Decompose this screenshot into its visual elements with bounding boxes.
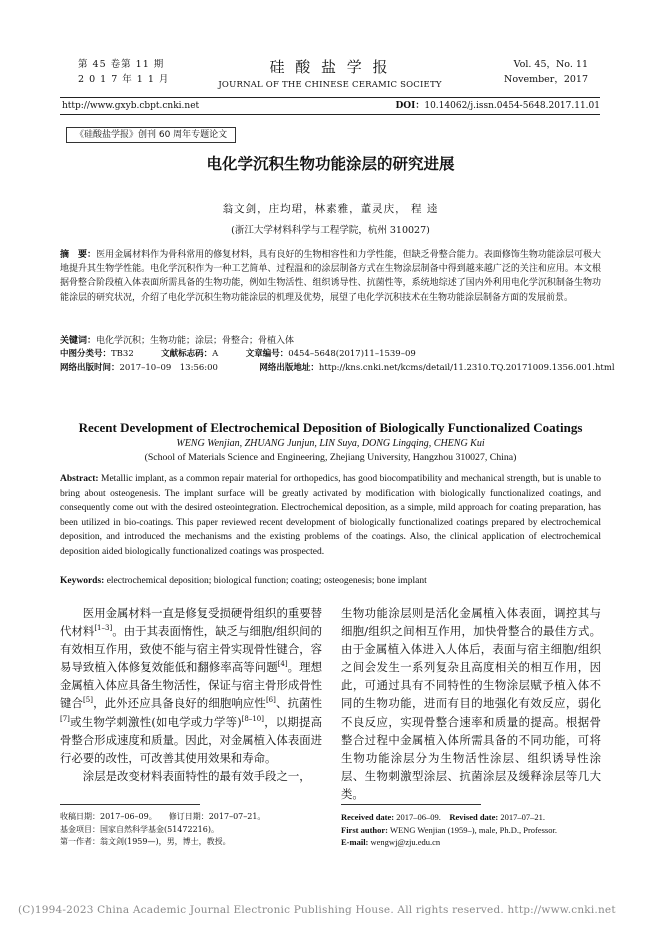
body-text: 、抗菌性 bbox=[275, 696, 322, 711]
footnote-email-en bbox=[341, 836, 603, 849]
footnote-fund-zh: 基金项目：国家自然科学基金(51472216)。 bbox=[60, 824, 219, 834]
paper-title-zh: 电化学沉积生物功能涂层的研究进展 bbox=[206, 155, 455, 173]
body-paragraph bbox=[60, 604, 322, 767]
body-text: ，此外还应具备良好的细胞响应性 bbox=[92, 696, 266, 711]
abstract-zh-label: 摘 要： bbox=[60, 250, 97, 260]
citation[interactable]: [4] bbox=[277, 660, 288, 669]
doc-code-value: A bbox=[212, 349, 219, 359]
body-text: 医用金属材料一直是修复受损硬骨组织的重要替代材料 bbox=[60, 606, 323, 639]
body-text: ，以期提高骨整合形成速度和质量。因此，对金属植入体表面进行必要的改性，可改善其使用效果和寿命。 bbox=[60, 714, 322, 765]
doi[interactable] bbox=[396, 100, 601, 112]
special-issue-tag: 《硅酸盐学报》创刊 60 周年专题论文 bbox=[66, 127, 236, 143]
abstract-en bbox=[60, 472, 601, 560]
date-zh: 2 0 1 7 年 1 1 月 bbox=[78, 74, 170, 85]
abstract-zh bbox=[60, 248, 601, 305]
clc-label: 中图分类号： bbox=[60, 349, 112, 359]
keywords-en-label: Keywords: bbox=[60, 576, 105, 586]
authors-en: WENG Wenjian, ZHUANG Junjun, LIN Suya, DONG Lingqing, CHENG Kui bbox=[176, 438, 485, 449]
pub-time-label: 网络出版时间： bbox=[60, 363, 120, 373]
body-text: 。由于其表面惰性，缺乏与细胞/组织间的有效相互作用，致使不能与宿主骨实现骨性键合，容易导致植入体修复效能低和翻修率高等问题 bbox=[60, 624, 322, 675]
keywords-zh bbox=[60, 334, 601, 348]
volume-zh: 第 45 卷第 11 期 bbox=[78, 59, 165, 70]
article-no-value: 0454–5648(2017)11–1539–09 bbox=[288, 349, 416, 359]
first-author-value: WENG Wenjian (1959–), male, Ph.D., Professor. bbox=[389, 824, 557, 835]
article-no-label: 文章编号： bbox=[245, 349, 289, 359]
abstract-en-text: Metallic implant, as a common repair material for orthopedics, has good biocompatibility and mechanical strength, but is unable to bring about osteogenesis. The implant surface will be greatly activated by modification with biologically functionalized coatings, and consequently come out with the desired osteointegration. Electrochemical deposition, as a simple, mild approach for coating preparation, has been utilized in bio-coatings. This paper reviewed recent development of biologically functionalized coatings prepared by electrochemical deposition, and introduced the mechanisms and the existing problems of the coatings. Also, the clinical application of electrochemical deposition aided biologically functionalized coatings was prospected. bbox=[60, 474, 601, 557]
footnote-en bbox=[341, 811, 603, 849]
doc-code-label: 文献标志码： bbox=[161, 349, 213, 359]
body-paragraph: 生物功能涂层则是活化金属植入体表面，调控其与细胞/组织之间相互作用，加快骨整合的最佳方式。由于金属植入体进入人体后，表面与宿主细胞/组织之间会发生一系列复杂且高度相关的相互作用，因此，可通过具有不同特性的生物涂层赋予植入体不同的生物功能，进而有目的地强化有效反应，弱化不良反应，实现骨整合速率和质量的提高。根据骨整合过程中金属植入体所需具备的不同功能，可将生物功能涂层分为生物活性涂层、组织诱导性涂层、生物刺激型涂层、抗菌涂层及缓释涂层等几大类。 bbox=[341, 606, 601, 801]
affiliation-zh: (浙江大学材料科学与工程学院，杭州 310027) bbox=[231, 225, 430, 236]
issue-info-zh bbox=[78, 57, 169, 87]
revised-label: Revised date: bbox=[449, 812, 499, 822]
citation[interactable]: [5] bbox=[83, 696, 93, 705]
journal-url[interactable]: http://www.gxyb.cbpt.cnki.net bbox=[62, 101, 200, 111]
first-author-label: First author: bbox=[341, 824, 388, 835]
pub-addr-label: 网络出版地址： bbox=[259, 363, 319, 373]
authors-zh: 翁文剑，庄均珺，林素雅，董灵庆， 程 逵 bbox=[222, 203, 439, 215]
abstract-zh-text: 医用金属材料作为骨科常用的修复材料，具有良好的生物相容性和力学性能，但缺乏骨整合能力。表面修饰生物功能涂层可极大地提升其生物学性能。电化学沉积作为一种工艺简单、过程温和的涂层制备方式在生物涂层制备中得到越来越广泛的关注和应用。本文根据骨整合阶段植入体表面所需具备的生物功能，例如生物活性、组织诱导性、抗菌性等，系统地综述了国内外利用电化学沉积制备生物功能涂层的研究状况，介绍了电化学沉积生物功能涂层的机理及优势，展望了电化学沉积技术在生物功能涂层制备方面的发展前景。 bbox=[60, 250, 601, 303]
email-label: E-mail: bbox=[341, 837, 369, 847]
citation[interactable]: [7] bbox=[60, 714, 70, 723]
citation[interactable]: [8–10] bbox=[241, 714, 264, 723]
body-text: 或生物学刺激性(如电学或力学等) bbox=[69, 714, 242, 729]
received-value: 2017–06–09. bbox=[396, 812, 441, 822]
footnote-zh bbox=[60, 811, 322, 849]
keywords-en bbox=[60, 574, 601, 588]
body-column-right bbox=[341, 604, 601, 803]
journal-title-zh: 硅 酸 盐 学 报 bbox=[269, 58, 391, 76]
citation[interactable]: [6] bbox=[265, 696, 276, 705]
issue-info-en bbox=[504, 57, 588, 87]
pub-time-value: 2017–10–09 13:56:00 bbox=[119, 363, 218, 373]
journal-title-en: JOURNAL OF THE CHINESE CERAMIC SOCIETY bbox=[218, 80, 442, 90]
footnote-dates-en bbox=[341, 811, 603, 824]
header-rule-bottom bbox=[60, 114, 600, 115]
affiliation-en: (School of Materials Science and Engineering, Zhejiang University, Hangzhou 310027, China) bbox=[144, 452, 517, 463]
revised-value: 2017–07–21. bbox=[500, 812, 545, 822]
pub-addr-link[interactable]: http://kns.cnki.net/kcms/detail/11.2310.TQ.20171009.1356.001.html bbox=[318, 363, 615, 373]
copyright-footer: (C)1994-2023 China Academic Journal Electronic Publishing House. All rights reserved. http://www.cnki.net bbox=[18, 904, 616, 916]
citation[interactable]: [1–3] bbox=[94, 624, 113, 633]
clc-value: TB32 bbox=[111, 349, 134, 359]
footnote-first-author-en bbox=[341, 824, 603, 837]
email-link[interactable]: wengwj@zju.edu.cn bbox=[370, 837, 441, 847]
date-en: November，2017 bbox=[504, 74, 588, 85]
footnote-author-zh: 第一作者：翁文剑(1959—)，男，博士，教授。 bbox=[60, 837, 231, 846]
keywords-zh-label: 关键词： bbox=[60, 336, 97, 346]
body-column-left bbox=[60, 604, 322, 785]
abstract-en-label: Abstract: bbox=[60, 474, 99, 484]
online-publication-line bbox=[60, 362, 615, 374]
keywords-zh-text: 电化学沉积；生物功能；涂层；骨整合；骨植入体 bbox=[96, 336, 295, 346]
keywords-en-text: electrochemical deposition; biological function; coating; osteogenesis; bone implant bbox=[106, 576, 427, 586]
body-paragraph: 涂层是改变材料表面特性的最有效手段之一， bbox=[82, 768, 311, 783]
header-rule-top bbox=[60, 97, 600, 98]
classification-line bbox=[60, 348, 416, 360]
doi-label: DOI： bbox=[395, 101, 425, 111]
volume-en: Vol. 45，No. 11 bbox=[513, 59, 588, 70]
paper-title-en: Recent Development of Electrochemical Deposition of Biologically Functionalized Coatings bbox=[78, 420, 583, 435]
footnote-rule-left bbox=[60, 804, 200, 805]
received-label: Received date: bbox=[341, 812, 395, 822]
footnote-rule-right bbox=[341, 804, 481, 805]
body-text: 。理想金属植入体应具备生物活性，保证与宿主骨形成骨性键合 bbox=[60, 660, 322, 711]
doi-value: 10.14062/j.issn.0454-5648.2017.11.01 bbox=[424, 101, 600, 111]
footnote-received-zh: 收稿日期：2017–06–09。 修订日期：2017–07–21。 bbox=[60, 812, 266, 821]
